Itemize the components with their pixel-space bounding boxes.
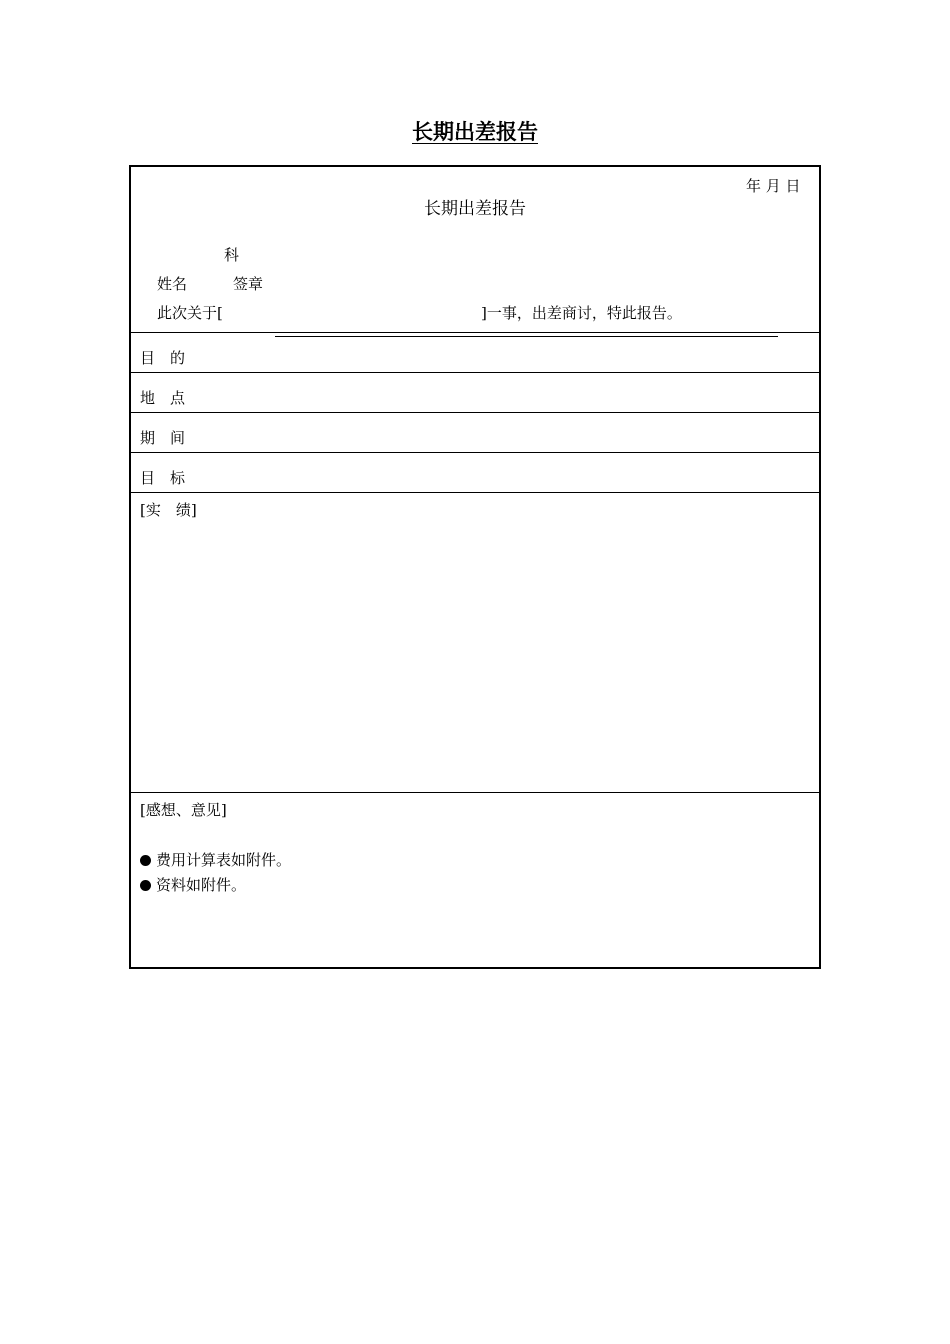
row-divider: [131, 372, 819, 373]
attachment-item: 费用计算表如附件。: [140, 849, 291, 870]
location-label: 地 点: [140, 389, 186, 407]
form-title: 长期出差报告: [424, 199, 526, 219]
section-divider: [131, 792, 819, 793]
report-form: [129, 165, 821, 969]
purpose-label: 目 的: [140, 349, 186, 367]
date-field[interactable]: 年 月 日: [746, 177, 801, 195]
page-title: 长期出差报告: [412, 120, 538, 144]
department-field[interactable]: 科: [224, 246, 240, 264]
row-divider: [131, 412, 819, 413]
section-divider: [131, 332, 819, 333]
results-area[interactable]: [131, 493, 819, 791]
statement-suffix: ]一事，出差商讨，特此报告。: [481, 304, 682, 322]
statement-prefix: 此次关于[: [157, 304, 223, 322]
statement-blank-line: [275, 336, 778, 337]
bullet-icon: [140, 855, 151, 866]
period-label: 期 间: [140, 429, 186, 447]
attachment-item: 资料如附件。: [140, 874, 246, 895]
row-divider: [131, 452, 819, 453]
results-label: [实 绩]: [140, 501, 197, 519]
bullet-icon: [140, 880, 151, 891]
comments-label: [感想、意见]: [140, 801, 227, 819]
name-field[interactable]: 姓名: [157, 275, 188, 293]
seal-field[interactable]: 签章: [233, 275, 264, 293]
goal-label: 目 标: [140, 469, 186, 487]
